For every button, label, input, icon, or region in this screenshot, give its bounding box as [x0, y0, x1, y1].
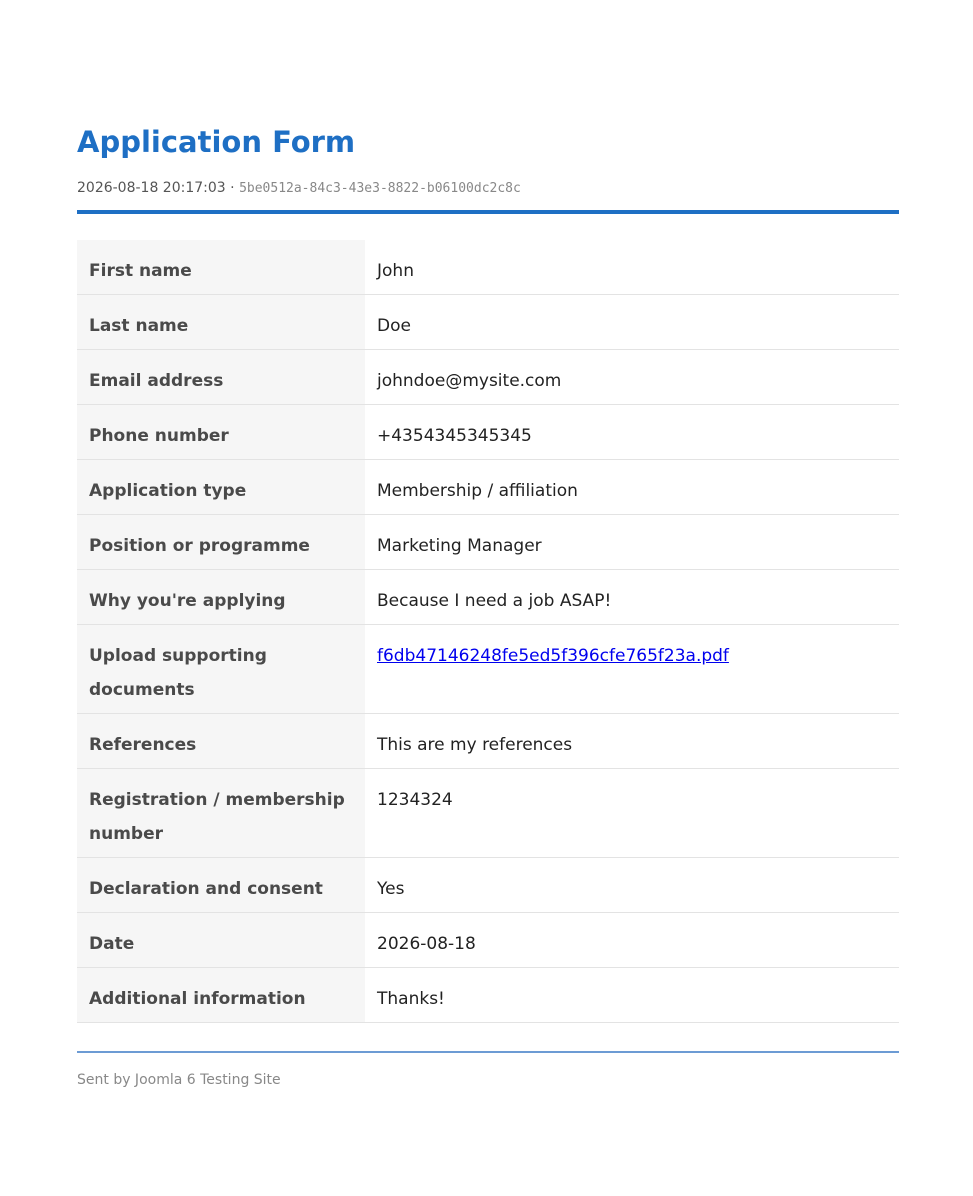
field-label: Additional information — [77, 968, 365, 1023]
field-value: This are my references — [365, 714, 899, 769]
field-value-cell — [365, 625, 899, 714]
table-row — [77, 295, 899, 350]
table-row — [77, 350, 899, 405]
field-value: Thanks! — [365, 968, 899, 1023]
field-value: Doe — [365, 295, 899, 350]
submission-timestamp: 2026-08-18 20:17:03 — [77, 180, 226, 196]
page-title: Application Form — [77, 125, 356, 159]
table-row — [77, 240, 899, 295]
submission-id: 5be0512a-84c3-43e3-8822-b06100dc2c8c — [239, 181, 521, 196]
meta-separator: · — [225, 180, 240, 196]
field-value: johndoe@mysite.com — [365, 350, 899, 405]
field-label: Last name — [77, 295, 365, 350]
submission-meta — [77, 178, 521, 199]
field-value: Membership / affiliation — [365, 460, 899, 515]
table-row — [77, 570, 899, 625]
attachment-link[interactable]: f6db47146248fe5ed5f396cfe765f23a.pdf — [377, 646, 729, 666]
table-row — [77, 858, 899, 913]
field-label: Position or programme — [77, 515, 365, 570]
field-label: References — [77, 714, 365, 769]
field-label: Why you're applying — [77, 570, 365, 625]
field-label: Declaration and consent — [77, 858, 365, 913]
table-row — [77, 405, 899, 460]
field-value: Yes — [365, 858, 899, 913]
field-label: Registration / membership number — [77, 769, 365, 858]
field-value: Because I need a job ASAP! — [365, 570, 899, 625]
table-row — [77, 769, 899, 858]
field-label: Upload supporting documents — [77, 625, 365, 714]
field-value: 2026-08-18 — [365, 913, 899, 968]
footer-divider — [77, 1051, 899, 1053]
field-label: Application type — [77, 460, 365, 515]
field-value: 1234324 — [365, 769, 899, 858]
field-label: Phone number — [77, 405, 365, 460]
table-row — [77, 714, 899, 769]
table-row — [77, 460, 899, 515]
fields-table — [77, 240, 899, 1023]
field-value: Marketing Manager — [365, 515, 899, 570]
table-row — [77, 913, 899, 968]
field-label: Date — [77, 913, 365, 968]
table-row — [77, 625, 899, 714]
field-value: John — [365, 240, 899, 295]
footer-text: Sent by Joomla 6 Testing Site — [77, 1072, 281, 1088]
header-divider — [77, 210, 899, 214]
field-label: Email address — [77, 350, 365, 405]
field-label: First name — [77, 240, 365, 295]
table-row — [77, 968, 899, 1023]
field-value: +4354345345345 — [365, 405, 899, 460]
table-row — [77, 515, 899, 570]
